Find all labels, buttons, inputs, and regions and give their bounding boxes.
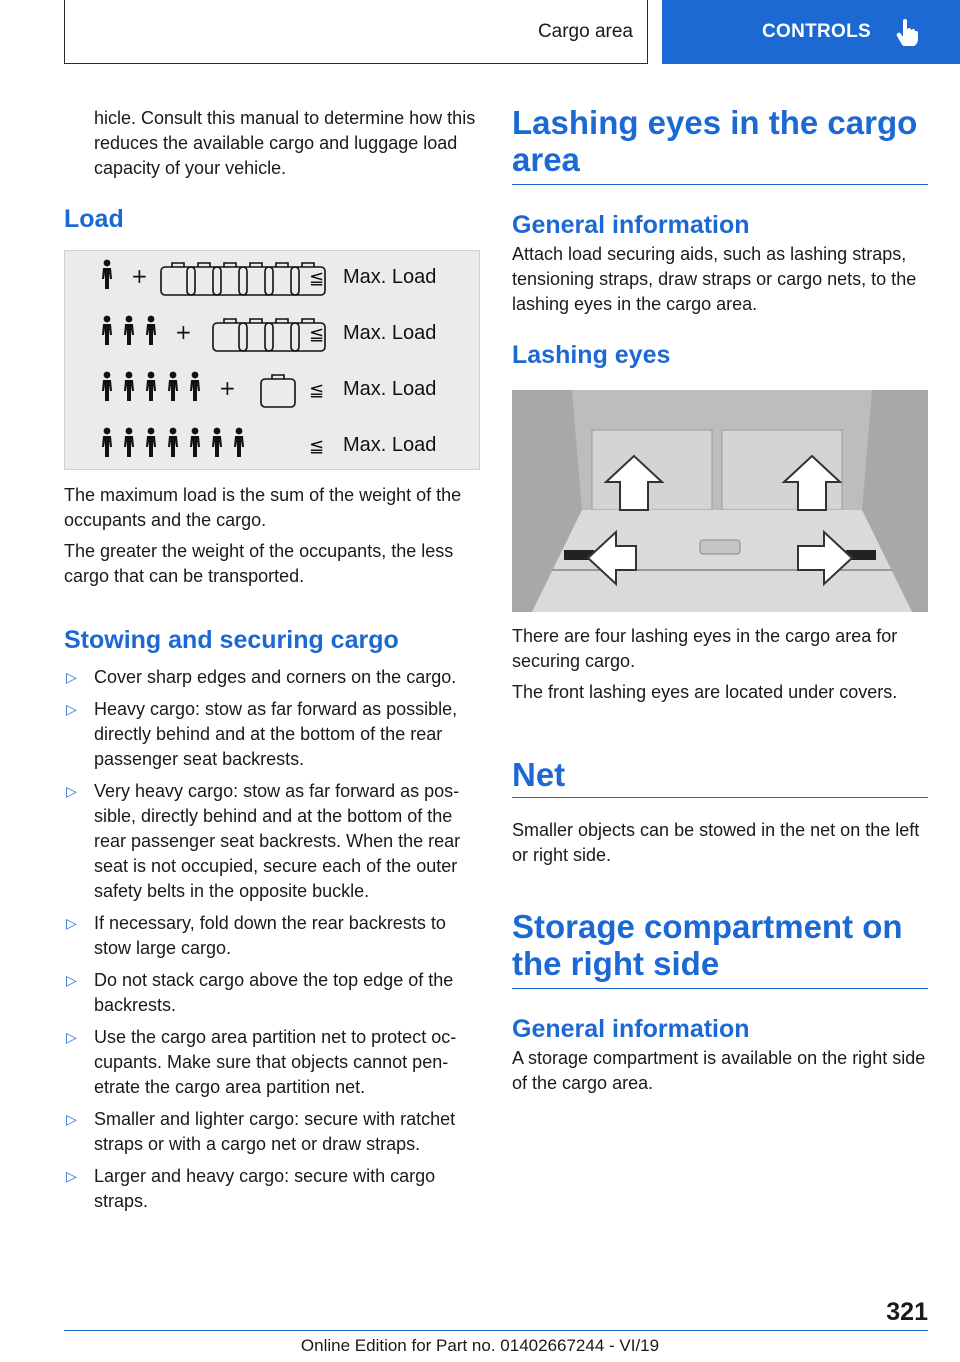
stow-bullet-list bbox=[64, 665, 480, 1214]
list-item: ▷ Cover sharp edges and corners on the cargo. bbox=[64, 665, 480, 690]
lashing-paragraph-2: The front lashing eyes are located under covers. bbox=[512, 682, 898, 702]
cargo-area-photo bbox=[512, 390, 928, 612]
storage-title: Storage compartment on the right side bbox=[512, 908, 903, 982]
section-title: Cargo area bbox=[537, 20, 633, 42]
load-paragraph-1: The maximum load is the sum of the weight of the occupants and the cargo. bbox=[64, 485, 462, 530]
section-divider bbox=[512, 184, 928, 185]
svg-text:+: + bbox=[219, 376, 236, 400]
header-section-box bbox=[64, 0, 648, 64]
general-info-text: A storage compartment is available on the right side of the cargo area. bbox=[512, 1048, 926, 1093]
load-paragraph-2: The greater the weight of the occupants, the less cargo that can be transported. bbox=[64, 541, 454, 586]
storage-section bbox=[512, 908, 928, 1096]
header-chapter-tab[interactable] bbox=[662, 0, 960, 64]
triangle-bullet-icon: ▷ bbox=[66, 783, 77, 799]
svg-text:≦: ≦ bbox=[309, 436, 325, 457]
load-text bbox=[64, 483, 480, 589]
general-info-heading: General information bbox=[512, 1015, 750, 1043]
triangle-bullet-icon: ▷ bbox=[66, 915, 77, 931]
svg-text:≦: ≦ bbox=[309, 380, 325, 401]
section-divider bbox=[512, 988, 928, 989]
list-item: ▷ Very heavy cargo: stow as far forward as possible, directly behind and at the bottom of the rear passenger seat backrests. When the rear seat is not occupied, secure each of the outer safety belts in the opposite buckle. bbox=[66, 781, 461, 901]
list-item: ▷ Larger and heavy cargo: secure with cargo straps. bbox=[66, 1166, 436, 1211]
svg-text:+: + bbox=[175, 320, 192, 344]
net-text: Smaller objects can be stowed in the net on the left or right side. bbox=[512, 820, 920, 865]
general-info-heading: General information bbox=[512, 211, 750, 239]
section-divider bbox=[512, 797, 928, 798]
load-label: Max. Load bbox=[343, 434, 437, 456]
load-label: Max. Load bbox=[343, 378, 437, 400]
list-item: ▷ If necessary, fold down the rear backrests to stow large cargo. bbox=[66, 913, 446, 958]
page-number: 321 bbox=[886, 1298, 928, 1326]
footer-divider bbox=[64, 1330, 928, 1331]
list-item: ▷ Smaller and lighter cargo: secure with ratchet straps or with a cargo net or draw straps. bbox=[66, 1109, 456, 1154]
triangle-bullet-icon: ▷ bbox=[66, 972, 77, 988]
lashing-section bbox=[512, 104, 928, 370]
triangle-bullet-icon: ▷ bbox=[66, 669, 77, 685]
intro-paragraph: hicle. Consult this manual to determine how this reduces the available cargo and luggage load capacity of your vehicle. bbox=[94, 108, 476, 178]
general-info-text: Attach load securing aids, such as lashing straps, tensioning straps, draw straps or cargo nets, to the lashing eyes in the cargo area. bbox=[512, 244, 917, 314]
svg-text:+: + bbox=[131, 264, 148, 288]
svg-text:≦: ≦ bbox=[309, 324, 325, 345]
lashing-title: Lashing eyes in the cargo area bbox=[512, 104, 918, 178]
edition-text: Online Edition for Part no. 01402667244 - VI/19 bbox=[300, 1336, 660, 1355]
load-heading: Load bbox=[64, 205, 124, 233]
stow-heading: Stowing and securing cargo bbox=[64, 626, 399, 654]
lashing-paragraph-1: There are four lashing eyes in the cargo area for securing cargo. bbox=[512, 626, 898, 671]
list-item: ▷ Heavy cargo: stow as far forward as possible, directly behind and at the bottom of the rear passenger seat backrests. bbox=[66, 699, 458, 769]
net-section bbox=[512, 756, 928, 868]
svg-text:≦: ≦ bbox=[309, 268, 325, 289]
net-title: Net bbox=[512, 756, 566, 793]
load-label: Max. Load bbox=[343, 266, 437, 288]
lashing-eyes-heading: Lashing eyes bbox=[512, 341, 671, 369]
list-item: ▷ Do not stack cargo above the top edge of the backrests. bbox=[66, 970, 454, 1015]
chapter-title: CONTROLS bbox=[762, 21, 872, 42]
pointing-hand-icon bbox=[896, 18, 920, 46]
triangle-bullet-icon: ▷ bbox=[66, 701, 77, 717]
load-diagram bbox=[64, 250, 480, 470]
stow-section bbox=[64, 626, 480, 1221]
triangle-bullet-icon: ▷ bbox=[66, 1111, 77, 1127]
triangle-bullet-icon: ▷ bbox=[66, 1029, 77, 1045]
load-label: Max. Load bbox=[343, 322, 437, 344]
list-item: ▷ Use the cargo area partition net to protect occupants. Make sure that objects cannot penetrate the cargo area partition net. bbox=[66, 1027, 457, 1097]
triangle-bullet-icon: ▷ bbox=[66, 1168, 77, 1184]
load-heading-block bbox=[64, 205, 480, 234]
lashing-text bbox=[512, 624, 928, 705]
